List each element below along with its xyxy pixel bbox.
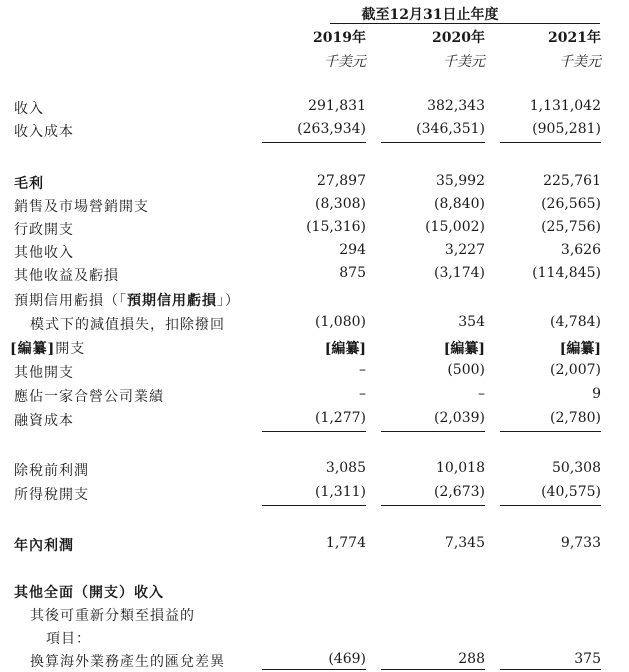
value-profit-before-tax-2019: 3,085 — [325, 460, 366, 476]
value-gross-profit-2020: 35,992 — [436, 173, 485, 189]
value-redacted-2019: [編纂] — [324, 341, 366, 357]
row-label-impairment: 模式下的減值損失，扣除撥回 — [30, 317, 225, 333]
subtotal-rule — [262, 505, 366, 506]
row-label-redacted-expense: [編纂]開支 — [10, 341, 86, 357]
row-label-cost-of-revenue: 收入成本 — [14, 124, 74, 140]
row-label-finance-costs: 融資成本 — [14, 413, 74, 429]
value-redacted-2020: [編纂] — [443, 341, 485, 357]
value-finance-costs-2021: (2,780) — [549, 410, 601, 426]
row-label-share-jv: 應佔一家合營公司業績 — [14, 389, 164, 405]
row-label-selling-marketing: 銷售及市場營銷開支 — [14, 199, 149, 215]
subtotal-rule — [381, 431, 485, 432]
subtotal-rule — [381, 505, 485, 506]
row-label-items: 項目： — [46, 631, 91, 647]
value-gross-profit-2021: 225,761 — [543, 173, 601, 189]
value-exchange-differences-2019: (469) — [328, 651, 366, 667]
value-other-income-2020: 3,227 — [444, 242, 485, 258]
value-impairment-2021: (4,784) — [549, 314, 601, 330]
subtotal-rule — [500, 669, 601, 670]
value-other-income-2021: 3,626 — [560, 242, 601, 258]
value-redacted-2021: [編纂] — [559, 341, 601, 357]
subtotal-rule — [262, 669, 366, 670]
value-other-income-2019: 294 — [339, 242, 366, 258]
value-cost-of-revenue-2019: (263,934) — [297, 121, 366, 137]
row-label-reclassified-items: 其後可重新分類至損益的 — [30, 608, 195, 624]
value-administrative-2021: (25,756) — [541, 219, 601, 235]
subtotal-rule — [381, 669, 485, 670]
subtotal-rule — [500, 431, 601, 432]
unit-label-2021: 千美元 — [559, 54, 601, 70]
value-selling-marketing-2019: (8,308) — [314, 196, 366, 212]
row-label-other-income: 其他收入 — [14, 245, 74, 261]
value-exchange-differences-2021: 375 — [574, 651, 601, 667]
value-income-tax-2019: (1,311) — [314, 484, 366, 500]
value-finance-costs-2020: (2,039) — [433, 410, 485, 426]
row-label-administrative: 行政開支 — [14, 222, 74, 238]
value-cost-of-revenue-2020: (346,351) — [416, 121, 485, 137]
value-income-tax-2020: (2,673) — [433, 484, 485, 500]
value-cost-of-revenue-2021: (905,281) — [532, 121, 601, 137]
subtotal-rule — [500, 142, 601, 143]
row-label-exchange-differences: 換算海外業務產生的匯兌差異 — [30, 654, 225, 670]
value-administrative-2020: (15,002) — [425, 219, 485, 235]
value-selling-marketing-2020: (8,840) — [433, 196, 485, 212]
row-label-income-tax: 所得稅開支 — [14, 487, 89, 503]
value-gross-profit-2019: 27,897 — [317, 173, 366, 189]
value-profit-before-tax-2021: 50,308 — [552, 460, 601, 476]
period-header: 截至12月31日止年度 — [361, 7, 499, 23]
subtotal-rule — [381, 142, 485, 143]
row-label-other-expenses: 其他開支 — [14, 365, 74, 381]
row-label-ecl-line1: 預期信用虧損（「預期信用虧損」） — [14, 293, 240, 309]
subtotal-rule — [262, 431, 366, 432]
unit-label-2020: 千美元 — [443, 54, 485, 70]
value-other-gains-losses-2019: 875 — [339, 265, 366, 281]
row-label-profit-before-tax: 除稅前利潤 — [14, 463, 89, 479]
row-label-profit-for-year: 年內利潤 — [14, 538, 74, 554]
header-rule — [330, 23, 600, 24]
year-header-2019: 2019年 — [313, 30, 366, 46]
value-profit-for-year-2020: 7,345 — [444, 535, 485, 551]
value-share-jv-2019: – — [359, 386, 366, 402]
value-exchange-differences-2020: 288 — [458, 651, 485, 667]
subtotal-rule — [500, 505, 601, 506]
value-revenue-2021: 1,131,042 — [529, 98, 601, 114]
value-share-jv-2020: – — [478, 386, 485, 402]
value-selling-marketing-2021: (26,565) — [541, 196, 601, 212]
row-label-other-comprehensive: 其他全面（開支）收入 — [14, 585, 164, 601]
value-profit-for-year-2019: 1,774 — [325, 535, 366, 551]
year-header-2020: 2020年 — [432, 30, 485, 46]
value-revenue-2020: 382,343 — [427, 98, 485, 114]
row-label-revenue: 收入 — [14, 101, 44, 117]
row-label-gross-profit: 毛利 — [14, 176, 44, 192]
value-other-expenses-2019: – — [359, 362, 366, 378]
value-revenue-2019: 291,831 — [308, 98, 366, 114]
value-finance-costs-2019: (1,277) — [314, 410, 366, 426]
value-share-jv-2021: 9 — [592, 386, 601, 402]
value-profit-for-year-2021: 9,733 — [560, 535, 601, 551]
row-label-other-gains-losses: 其他收益及虧損 — [14, 268, 119, 284]
value-impairment-2019: (1,080) — [314, 314, 366, 330]
subtotal-rule — [262, 142, 366, 143]
value-other-expenses-2021: (2,007) — [549, 362, 601, 378]
value-impairment-2020: 354 — [458, 314, 485, 330]
value-other-gains-losses-2020: (3,174) — [433, 265, 485, 281]
unit-label-2019: 千美元 — [324, 54, 366, 70]
value-other-gains-losses-2021: (114,845) — [532, 265, 601, 281]
year-header-2021: 2021年 — [548, 30, 601, 46]
value-administrative-2019: (15,316) — [306, 219, 366, 235]
value-other-expenses-2020: (500) — [447, 362, 485, 378]
value-profit-before-tax-2020: 10,018 — [436, 460, 485, 476]
value-income-tax-2021: (40,575) — [541, 484, 601, 500]
